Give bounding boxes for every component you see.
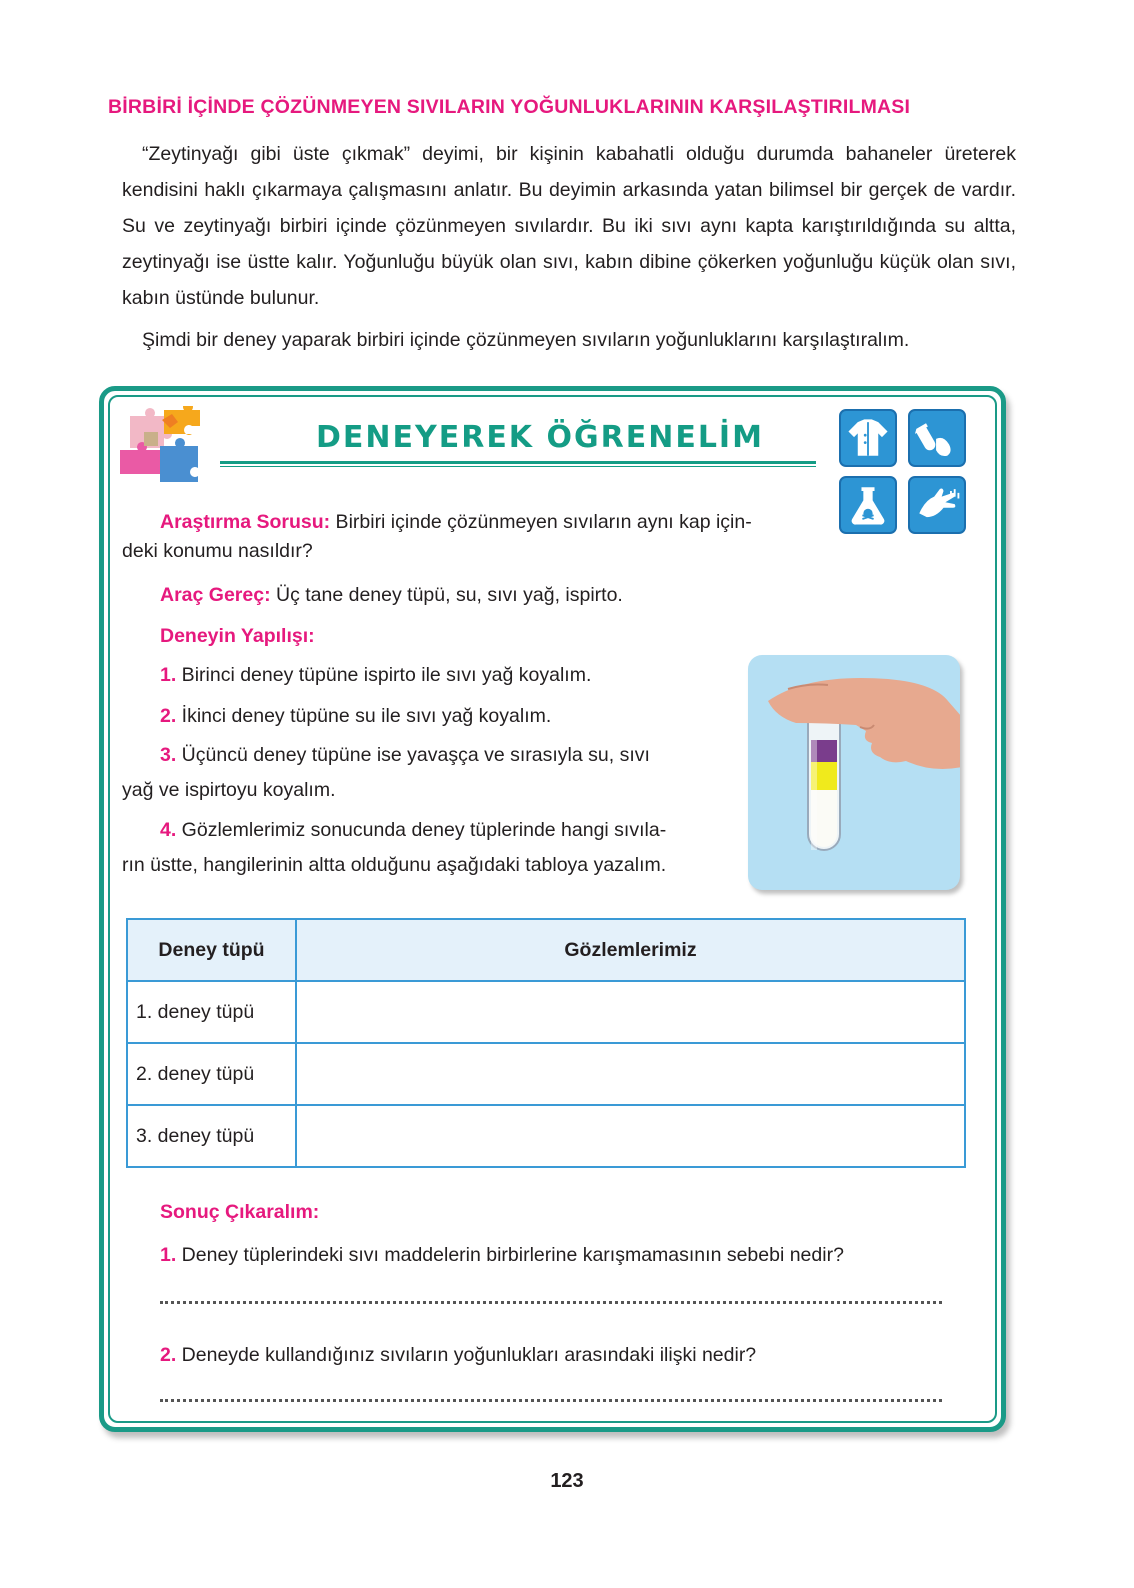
research-question-label: Araştırma Sorusu:: [160, 511, 331, 533]
step-number: 2.: [160, 705, 177, 727]
observation-cell[interactable]: [296, 981, 965, 1043]
table-row: [127, 981, 965, 1043]
title-underline: [220, 461, 816, 464]
question-number: 1.: [160, 1244, 177, 1266]
materials: [160, 577, 623, 613]
tube-label: 1. deney tüpü: [127, 981, 296, 1043]
step-number: 1.: [160, 664, 177, 686]
observation-table: [126, 918, 966, 1168]
observation-cell[interactable]: [296, 1105, 965, 1167]
table-row: [127, 1105, 965, 1167]
step-text: Birinci deney tüpüne ispirto ile sıvı yağ koyalım.: [176, 664, 592, 686]
research-question-line2: deki konumu nasıldır?: [122, 540, 313, 562]
page-number: 123: [550, 1470, 584, 1492]
table-header-tube: Deney tüpü: [127, 919, 296, 981]
title-underline-thin: [220, 466, 816, 467]
step-4: [160, 812, 666, 848]
materials-text: Üç tane deney tüpü, su, sıvı yağ, ispirto.: [270, 584, 623, 606]
materials-label: Araç Gereç:: [160, 584, 271, 606]
table-header-observations: Gözlemlerimiz: [296, 919, 965, 981]
observation-cell[interactable]: [296, 1043, 965, 1105]
intro-paragraph-2: Şimdi bir deney yaparak birbiri içinde çözünmeyen sıvıların yoğunluklarını karşılaştıralım.: [142, 329, 910, 351]
step-number: 4.: [160, 819, 177, 841]
question-text: Deney tüplerindeki sıvı maddelerin birbirlerine karışmamasının sebebi nedir?: [176, 1244, 844, 1266]
question-1: [160, 1237, 844, 1273]
hand-washing-icon: [908, 476, 966, 534]
question-number: 2.: [160, 1344, 177, 1366]
research-question-text: Birbiri içinde çözünmeyen sıvıların aynı kap için-: [330, 511, 752, 533]
table-row: [127, 1043, 965, 1105]
step-2: [160, 698, 551, 734]
answer-line-1[interactable]: [160, 1297, 942, 1304]
step-text: Gözlemlerimiz sonucunda deney tüplerinde hangi sıvıla-: [176, 819, 667, 841]
procedure-label: Deneyin Yapılışı:: [160, 625, 315, 647]
conclusion-label: Sonuç Çıkaralım:: [160, 1201, 320, 1223]
step-text: Üçüncü deney tüpüne ise yavaşça ve sırasıyla su, sıvı: [176, 744, 650, 766]
test-tube-hand-icon: [908, 409, 966, 467]
step-1: [160, 657, 591, 693]
step-number: 3.: [160, 744, 177, 766]
section-heading: BİRBİRİ İÇİNDE ÇÖZÜNMEYEN SIVILARIN YOĞUNLUKLARININ KARŞILAŞTIRILMASI: [108, 96, 911, 118]
step-text: İkinci deney tüpüne su ile sıvı yağ koyalım.: [176, 705, 552, 727]
lab-coat-icon: [839, 409, 897, 467]
tube-label: 3. deney tüpü: [127, 1105, 296, 1167]
toxic-flask-icon: [839, 476, 897, 534]
tube-label: 2. deney tüpü: [127, 1043, 296, 1105]
step-3: [160, 737, 716, 773]
activity-title: DENEYEREK ÖĞRENELİM: [316, 420, 764, 455]
step-4-continued: rın üstte, hangilerinin altta olduğunu aşağıdaki tabloya yazalım.: [122, 854, 667, 876]
test-tube-photo: [748, 655, 960, 890]
table-header-row: [127, 919, 965, 981]
question-text: Deneyde kullandığınız sıvıların yoğunlukları arasındaki ilişki nedir?: [176, 1344, 757, 1366]
answer-line-2[interactable]: [160, 1395, 942, 1402]
question-2: [160, 1337, 756, 1373]
puzzle-pieces-icon: [116, 406, 208, 484]
step-3-continued: yağ ve ispirtoyu koyalım.: [122, 779, 336, 801]
intro-paragraph: “Zeytinyağı gibi üste çıkmak” deyimi, bir kişinin kabahatli olduğu durumda bahaneler üreterek kendisini haklı çıkarmaya çalışmasını anlatır. Bu deyimin arkasında yatan bilimsel bir gerçek de vardır. Su ve zeytinyağı birbiri içinde çözünmeyen sıvılardır. Bu iki sıvı aynı kapta karıştırıldığında su altta, zeytinyağı ise üstte kalır. Yoğunluğu büyük olan sıvı, kabın dibine çökerken yoğunluğu küçük olan sıvı, kabın üstünde bulunur.: [122, 143, 1016, 309]
